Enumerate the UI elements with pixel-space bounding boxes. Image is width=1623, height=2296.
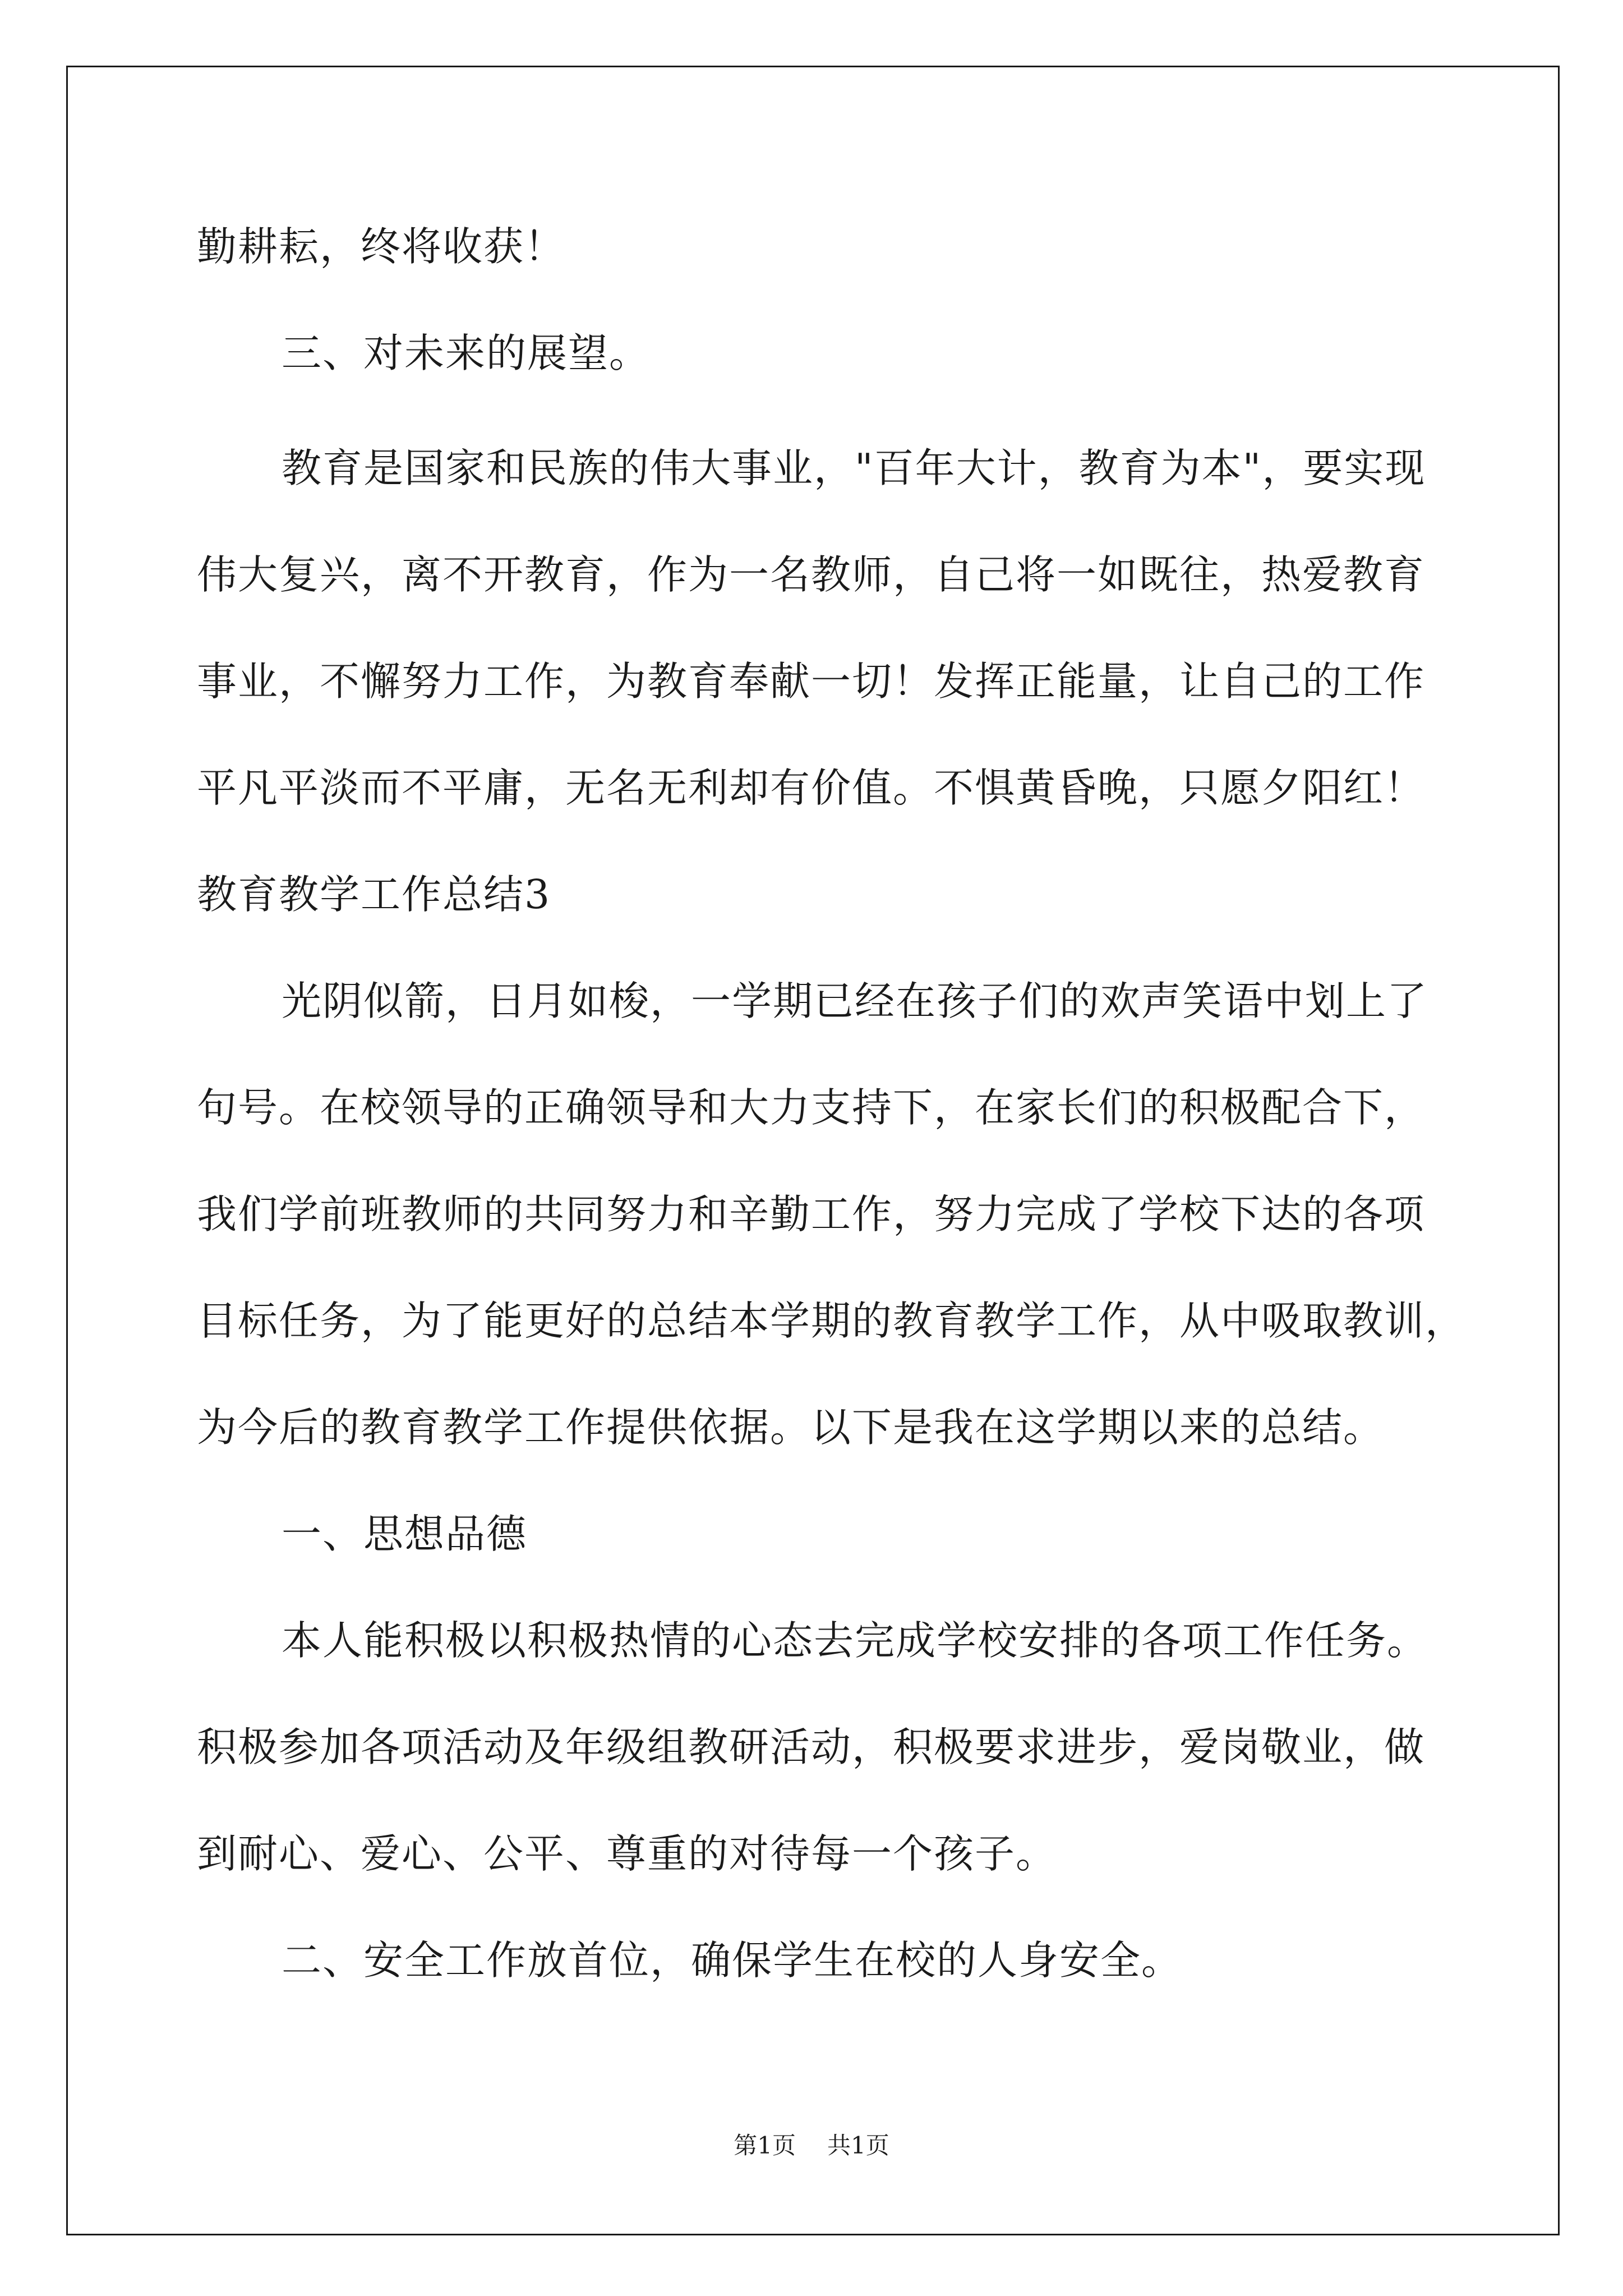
- paragraph-line: 平凡平淡而不平庸，无名无利却有价值。不惧黄昏晚，只愿夕阳红！: [197, 765, 1426, 811]
- paragraph-line: 句号。在校领导的正确领导和大力支持下，在家长们的积极配合下，: [197, 1084, 1426, 1131]
- paragraph-line: 我们学前班教师的共同努力和辛勤工作，努力完成了学校下达的各项: [197, 1191, 1426, 1237]
- section-heading: 二、安全工作放首位，确保学生在校的人身安全。: [282, 1937, 1183, 1984]
- paragraph-line: 到耐心、爱心、公平、尊重的对待每一个孩子。: [197, 1830, 1057, 1877]
- page-border: [66, 66, 1560, 2235]
- section-heading: 一、思想品德: [282, 1511, 528, 1557]
- paragraph-line: 目标任务，为了能更好的总结本学期的教育教学工作，从中吸取教训，: [197, 1297, 1467, 1344]
- paragraph-line: 光阴似箭，日月如梭，一学期已经在孩子们的欢声笑语中划上了: [282, 978, 1428, 1024]
- section-heading: 三、对未来的展望。: [282, 330, 651, 376]
- paragraph-line: 积极参加各项活动及年级组教研活动，积极要求进步，爱岗敬业，做: [197, 1724, 1426, 1770]
- paragraph-line: 为今后的教育教学工作提供依据。以下是我在这学期以来的总结。: [197, 1404, 1385, 1451]
- paragraph-line: 教育是国家和民族的伟大事业，"百年大计，教育为本"，要实现: [282, 445, 1426, 491]
- paragraph-line: 本人能积极以积极热情的心态去完成学校安排的各项工作任务。: [282, 1617, 1428, 1664]
- paragraph-line: 伟大复兴，离不开教育，作为一名教师，自己将一如既往，热爱教育: [197, 551, 1426, 598]
- page-number: 第1页: [734, 2132, 796, 2159]
- page-total: 共1页: [827, 2132, 889, 2159]
- paragraph-line: 事业，不懈努力工作，为教育奉献一切！发挥正能量，让自己的工作: [197, 658, 1426, 705]
- text-line: 勤耕耘，终将收获！: [197, 223, 566, 270]
- page-footer: [0, 2129, 1623, 2162]
- document-title: 教育教学工作总结3: [197, 871, 551, 918]
